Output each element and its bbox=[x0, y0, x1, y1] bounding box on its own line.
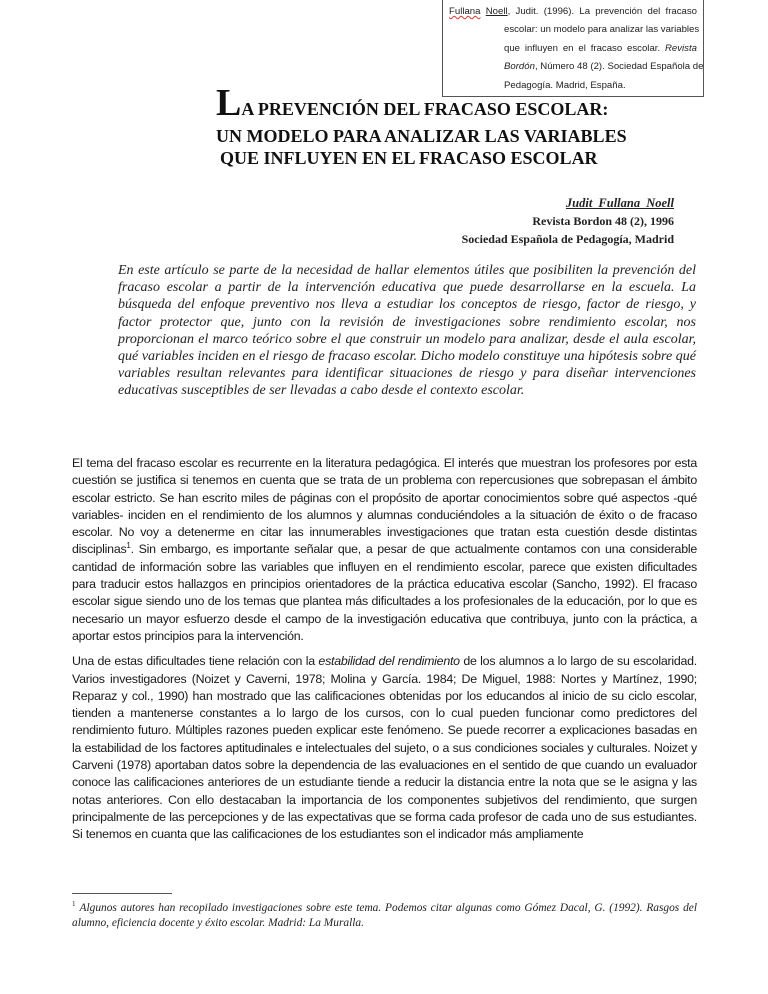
citation-line-1 bbox=[449, 3, 697, 21]
paragraph-2-text-b: de los alumnos a lo largo de su escolaridad. Varios investigadores (Noizet y Caverni, 1978; Molina y García. 1984; De Miguel, 1988: Nortes y Martínez, 1990; Reparaz y col., 1990) han mostrado que las calificaciones obtenidas por los educandos al inicio de su ciclo escolar, tienden a mantenerse constantes a lo largo de los cursos, con lo cual pueden funcionar como predictores del rendimiento futuro. Múltiples razones pueden explicar este fenómeno. Se puede recorrer a explicaciones basadas en la estabilidad de los factores aptitudinales e intelectuales del sujeto, o a sus condiciones sociales y culturales. Noizet y Carveni (1978) aportaban datos sobre la dependencia de las evaluaciones en el sentido de que cuando un evaluador conoce las calificaciones anteriores de un estudiante tiende a reducir la distancia entre la nota que se le asigna y las notas anteriores. Con ello destacaban la importancia de los componentes subjetivos del rendimiento, que surgen principalmente de las percepciones y de las expectativas que se forma cada profesor de cada uno de sus estudiantes. Si tenemos en cuanta que las calificaciones de los estudiantes son el indicador más ampliamente bbox=[72, 654, 697, 842]
title-line-2: UN MODELO PARA ANALIZAR LAS VARIABLES bbox=[216, 126, 627, 146]
title-dropcap: L bbox=[216, 82, 242, 124]
article-body bbox=[72, 455, 697, 852]
citation-line-4 bbox=[449, 58, 704, 76]
citation-line-4-text: , Número 48 (2). Sociedad Española de bbox=[534, 61, 704, 73]
footnote-divider bbox=[72, 893, 172, 894]
citation-journal-name: Revista bbox=[664, 42, 697, 54]
citation-line-2: escolar: un modelo para analizar las variables bbox=[504, 24, 700, 36]
citation-line-5: Pedagogía. Madrid, España. bbox=[504, 79, 626, 91]
publisher: Sociedad Española de Pedagogía, Madrid bbox=[461, 232, 674, 246]
title-line-3: QUE INFLUYEN EN EL FRACASO ESCOLAR bbox=[220, 148, 598, 168]
paragraph-1-text-b: . Sin embargo, es importante señalar que, a pesar de que actualmente contamos con una considerable cantidad de información sobre las variables que influyen en el rendimiento escolar, parece que existen dificultades para traducir estos hallazgos en principios orientadores de la práctica educativa escolar (Sancho, 1992). El fracaso escolar sigue siendo uno de los temas que plantea más dificultades a los profesionales de la educación, por lo que es necesario un mayor esfuerzo desde el campo de la investigación educativa que contribuya, junto con la práctica, a aportar estos principios para la intervención. bbox=[72, 542, 697, 643]
paragraph-1-text-a: El tema del fracaso escolar es recurrente en la literatura pedagógica. El interés que muestran los profesores por esta cuestión se justifica si tenemos en cuenta que se trata de un problema con repercusiones que sobrepasan el ámbito escolar estricto. Se han escrito miles de páginas con el propósito de aportar conocimientos sobre qué aspectos -qué variables- inciden en el rendimiento de los alumnos y alumnas conduciéndoles a la situación de éxito o de fracaso escolar. No voy a detenerme en citar las innumerables investigaciones que tratan esta cuestión desde distintas disciplinas bbox=[72, 456, 697, 557]
title-line-1-text: A PREVENCIÓN DEL FRACASO ESCOLAR: bbox=[241, 99, 609, 119]
paragraph-2-text-a: Una de estas dificultades tiene relación con la bbox=[72, 654, 319, 669]
body-paragraph-2 bbox=[72, 653, 697, 843]
citation-line-3 bbox=[449, 40, 697, 58]
citation-line-1-text: , Judit. (1996). La prevención del fracaso bbox=[507, 6, 697, 17]
body-paragraph-1 bbox=[72, 455, 697, 645]
abstract: En este artículo se parte de la necesidad de hallar elementos útiles que posibiliten la prevención del fracaso escolar a partir de la intervención educativa que puede desarrollarse en la escuela. La búsqueda del enfoque preventivo nos lleva a estudiar los conceptos de riesgo, factor de riesgo, y factor protector que, junto con la revisión de investigaciones sobre rendimiento escolar, nos proporcionan el marco teórico sobre el que construir un modelo para analizar, desde el aula escolar, qué variables inciden en el riesgo de fracaso escolar. Dicho modelo constituye una hipótesis sobre qué variables resultan relevantes para identificar situaciones de riesgo y para diseñar intervenciones educativas susceptibles de ser llevadas a cabo desde el contexto escolar. bbox=[118, 263, 696, 399]
citation-author-surname-2: Noell bbox=[485, 6, 508, 17]
citation-box bbox=[442, 0, 704, 97]
footnote-marker: 1 bbox=[72, 900, 76, 909]
byline bbox=[462, 194, 674, 248]
citation-line-3-text: que influyen en el fracaso escolar. bbox=[504, 42, 661, 54]
journal-reference: Revista Bordon 48 (2), 1996 bbox=[532, 214, 674, 228]
paragraph-2-emphasis: estabilidad del rendimiento bbox=[318, 654, 460, 669]
citation-author-surname-1: Fullana bbox=[449, 6, 481, 17]
citation-journal-name-cont: Bordón bbox=[504, 61, 535, 73]
footnote bbox=[72, 901, 697, 931]
footnote-reference[interactable]: 1 bbox=[126, 541, 131, 551]
footnote-text: Algunos autores han recopilado investigaciones sobre este tema. Podemos citar algunas como Gómez Dacal, G. (1992). Rasgos del alumno, eficiencia docente y éxito escolar. Madrid: La Muralla. bbox=[72, 902, 697, 929]
author-name: Judit Fullana Noell bbox=[565, 196, 674, 210]
